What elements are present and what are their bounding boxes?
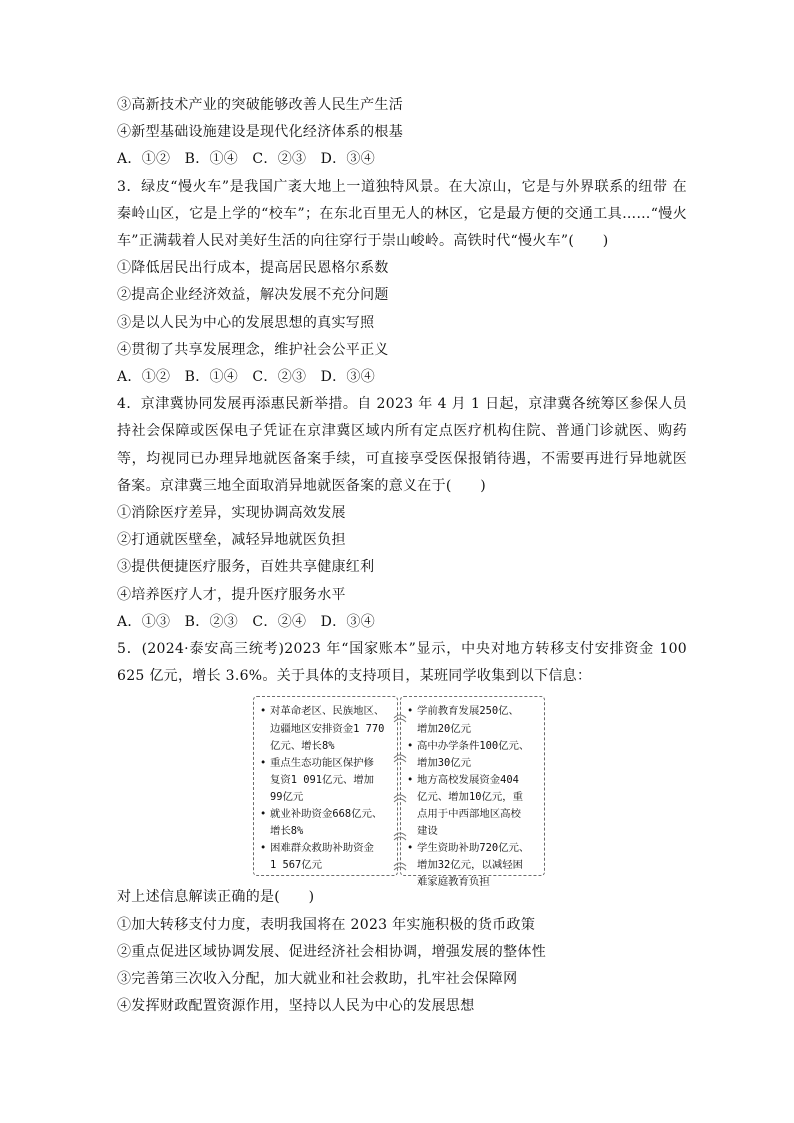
connector-icon: [394, 795, 406, 802]
connector-icon: [394, 755, 406, 762]
q3-option-3: ③是以人民为中心的发展思想的真实写照: [117, 314, 375, 331]
q5-option-4: ④发挥财政配置资源作用，坚持以人民为中心的发展思想: [117, 998, 475, 1015]
q4-option-1: ①消除医疗差异，实现协调高效发展: [117, 505, 346, 522]
q4-answer-choices: A．①③ B．②③ C．②④ D．③④: [117, 613, 376, 630]
q4-option-4: ④培养医疗人才，提升医疗服务水平: [117, 586, 346, 603]
bullet-icon: •: [407, 773, 414, 786]
left-item: • 重点生态功能区保护修 复资1 091亿元、增加 99亿元: [260, 755, 391, 806]
bullet-icon: •: [407, 705, 414, 718]
connector-icon: [394, 863, 406, 870]
answer-choices-prev: A．①② B．①④ C．②③ D．③④: [117, 151, 376, 168]
bullet-icon: •: [260, 808, 267, 821]
q3-option-1: ①降低居民出行成本，提高居民恩格尔系数: [117, 260, 389, 277]
figure-left-panel: [253, 696, 398, 876]
q3-option-2: ②提高企业经济效益，解决发展不充分问题: [117, 287, 389, 304]
figure-right-panel: [400, 696, 545, 889]
bullet-icon: •: [260, 705, 267, 718]
right-item: • 高中办学条件100亿元、 增加30亿元: [407, 738, 538, 772]
transfer-payment-figure: [253, 696, 545, 889]
connector-icon: [394, 715, 406, 722]
right-item: • 学生资助补助720亿元、 增加32亿元，以减轻困 难家庭教育负担: [407, 840, 538, 891]
figure-connectors: [392, 696, 408, 878]
question-3-stem: 3．绿皮“慢火车”是我国广袤大地上一道独特风景。在大凉山，它是与外界联系的纽带 在秦岭山区，它是上学的“校车”；在东北百里无人的林区，它是最方便的交通工具……“慢火车”正满载着人民对美好生活的向往穿行于崇山峻岭。高铁时代“慢火车”( ): [117, 178, 687, 250]
left-item: • 困难群众救助补助资金 1 567亿元: [260, 840, 391, 874]
option-4-prev: ④新型基础设施建设是现代化经济体系的根基: [117, 124, 403, 141]
bullet-icon: •: [407, 842, 414, 855]
bullet-icon: •: [260, 842, 267, 855]
bullet-icon: •: [260, 756, 267, 769]
q5-option-3: ③完善第三次收入分配，加大就业和社会救助，扎牢社会保障网: [117, 971, 518, 988]
option-3-prev: ③高新技术产业的突破能够改善人民生产生活: [117, 97, 403, 113]
left-item: • 就业补助资金668亿元、 增长8%: [260, 806, 391, 840]
q3-answer-choices: A．①② B．①④ C．②③ D．③④: [117, 369, 376, 386]
document-page: [117, 92, 687, 1020]
right-item: • 地方高校发展资金404 亿元、增加10亿元，重 点用于中西部地区高校 建设: [407, 772, 538, 840]
q5-option-1: ①加大转移支付力度，表明我国将在 2023 年实施积极的货币政策: [117, 916, 536, 933]
question-4-stem: 4．京津冀协同发展再添惠民新举措。自 2023 年 4 月 1 日起，京津冀各统筹区参保人员持社会保障或医保电子凭证在京津冀区域内所有定点医疗机构住院、普通门诊就医、购药等，均视同已办理异地就医备案手续，可直接享受医保报销待遇，不需要再进行异地就医备案。京津冀三地全面取消异地就医备案的意义在于( ): [117, 396, 687, 494]
question-5-stem: 5．(2024·泰安高三统考)2023 年“国家账本”显示，中央对地方转移支付安排资金 100 625 亿元，增长 3.6%。关于具体的支持项目，某班同学收集到以下信息：: [117, 641, 687, 685]
q3-option-4: ④贯彻了共享发展理念，维护社会公平正义: [117, 341, 389, 358]
q5-option-2: ②重点促进区域协调发展、促进经济社会相协调，增强发展的整体性: [117, 943, 546, 960]
connector-icon: [394, 833, 406, 840]
q4-option-2: ②打通就医壁垒，减轻异地就医负担: [117, 532, 346, 549]
q4-option-3: ③提供便捷医疗服务，百姓共享健康红利: [117, 559, 375, 576]
left-item: • 对革命老区、民族地区、 边疆地区安排资金1 770 亿元、增长8%: [260, 703, 391, 754]
right-item: • 学前教育发展250亿、 增加20亿元: [407, 703, 538, 737]
q5-prompt: 对上述信息解读正确的是( ): [117, 889, 315, 906]
bullet-icon: •: [407, 739, 414, 752]
